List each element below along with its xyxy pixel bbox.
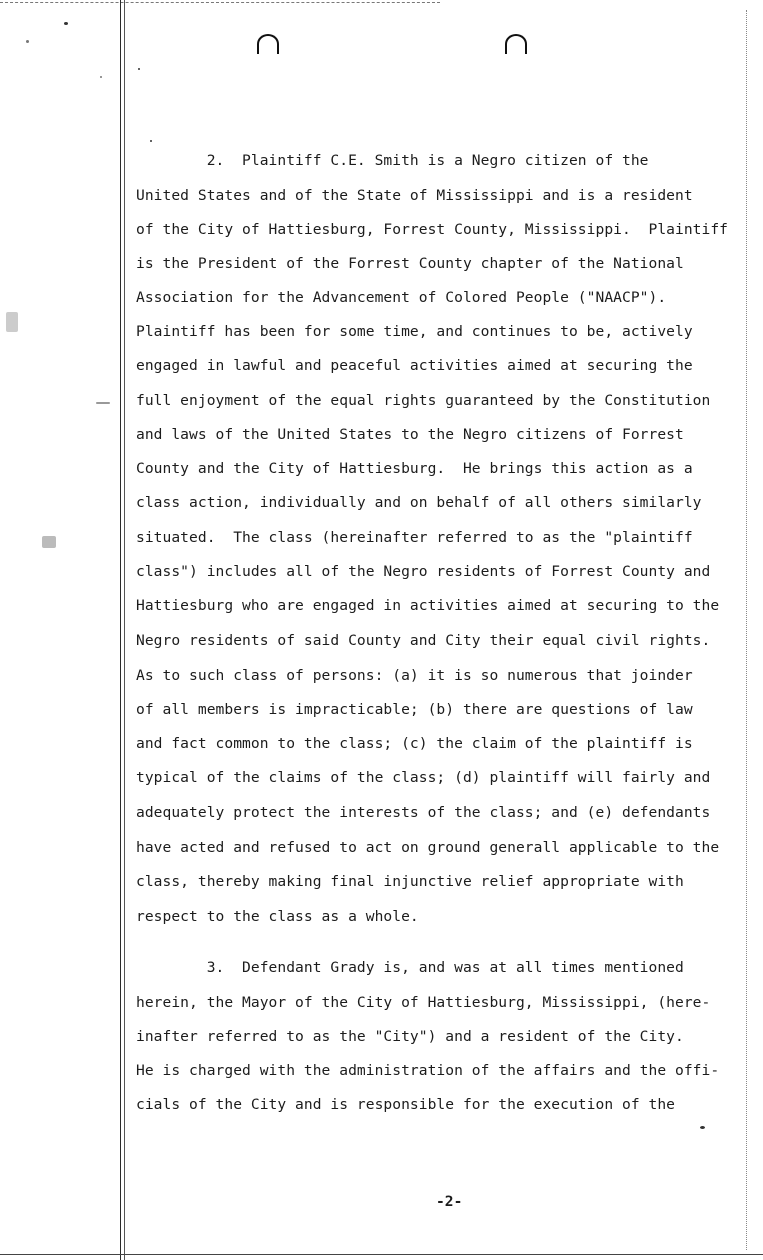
scan-speck <box>150 140 152 142</box>
text-line: and fact common to the class; (c) the claim of the plaintiff is <box>136 735 693 752</box>
punch-hole-left <box>257 34 279 54</box>
text-line: class") includes all of the Negro residents of Forrest County and <box>136 563 711 580</box>
text-line: Association for the Advancement of Colored People ("NAACP"). <box>136 289 667 306</box>
text-line: County and the City of Hattiesburg. He brings this action as a <box>136 460 693 477</box>
left-margin-rule <box>120 0 121 1260</box>
text-line: 2. Plaintiff C.E. Smith is a Negro citizen of the <box>136 152 649 169</box>
text-line: cials of the City and is responsible for the execution of the <box>136 1096 676 1113</box>
text-line: have acted and refused to act on ground generall applicable to the <box>136 839 720 856</box>
text-line: engaged in lawful and peaceful activities aimed at securing the <box>136 357 693 374</box>
text-line: of the City of Hattiesburg, Forrest County, Mississippi. Plaintiff <box>136 221 729 238</box>
text-line: and laws of the United States to the Negro citizens of Forrest <box>136 426 684 443</box>
text-line: inafter referred to as the "City") and a resident of the City. <box>136 1028 684 1045</box>
text-line: Plaintiff has been for some time, and continues to be, actively <box>136 323 693 340</box>
punch-hole-right <box>505 34 527 54</box>
text-line: of all members is impracticable; (b) there are questions of law <box>136 701 693 718</box>
text-line: respect to the class as a whole. <box>136 908 419 925</box>
text-line: 3. Defendant Grady is, and was at all times mentioned <box>136 959 684 976</box>
text-line: is the President of the Forrest County chapter of the National <box>136 255 684 272</box>
text-line: typical of the claims of the class; (d) plaintiff will fairly and <box>136 769 711 786</box>
text-line: Negro residents of said County and City their equal civil rights. <box>136 632 711 649</box>
scan-speck <box>100 76 102 78</box>
text-line: United States and of the State of Mississippi and is a resident <box>136 187 693 204</box>
text-line: As to such class of persons: (a) it is so numerous that joinder <box>136 667 693 684</box>
text-line: Hattiesburg who are engaged in activities aimed at securing to the <box>136 597 720 614</box>
scan-speck <box>138 68 140 70</box>
text-line: adequately protect the interests of the class; and (e) defendants <box>136 804 711 821</box>
scan-speck <box>6 312 18 332</box>
scan-speck <box>42 536 56 548</box>
text-line: class action, individually and on behalf of all others similarly <box>136 494 702 511</box>
page-number: -2- <box>436 1193 463 1210</box>
top-dashed-edge <box>0 2 440 3</box>
scan-speck <box>64 22 68 25</box>
text-line: situated. The class (hereinafter referred to as the "plaintiff <box>136 529 693 546</box>
text-line: class, thereby making final injunctive relief appropriate with <box>136 873 684 890</box>
left-margin-rule-inner <box>124 0 125 1260</box>
bottom-edge-rule <box>0 1254 763 1255</box>
scan-speck <box>700 1126 705 1129</box>
scan-speck <box>26 40 29 43</box>
text-line: herein, the Mayor of the City of Hattiesburg, Mississippi, (here- <box>136 994 711 1011</box>
text-line: full enjoyment of the equal rights guaranteed by the Constitution <box>136 392 711 409</box>
text-line: He is charged with the administration of the affairs and the offi- <box>136 1062 720 1079</box>
right-margin-edge <box>746 10 747 1250</box>
scan-speck <box>96 402 110 404</box>
